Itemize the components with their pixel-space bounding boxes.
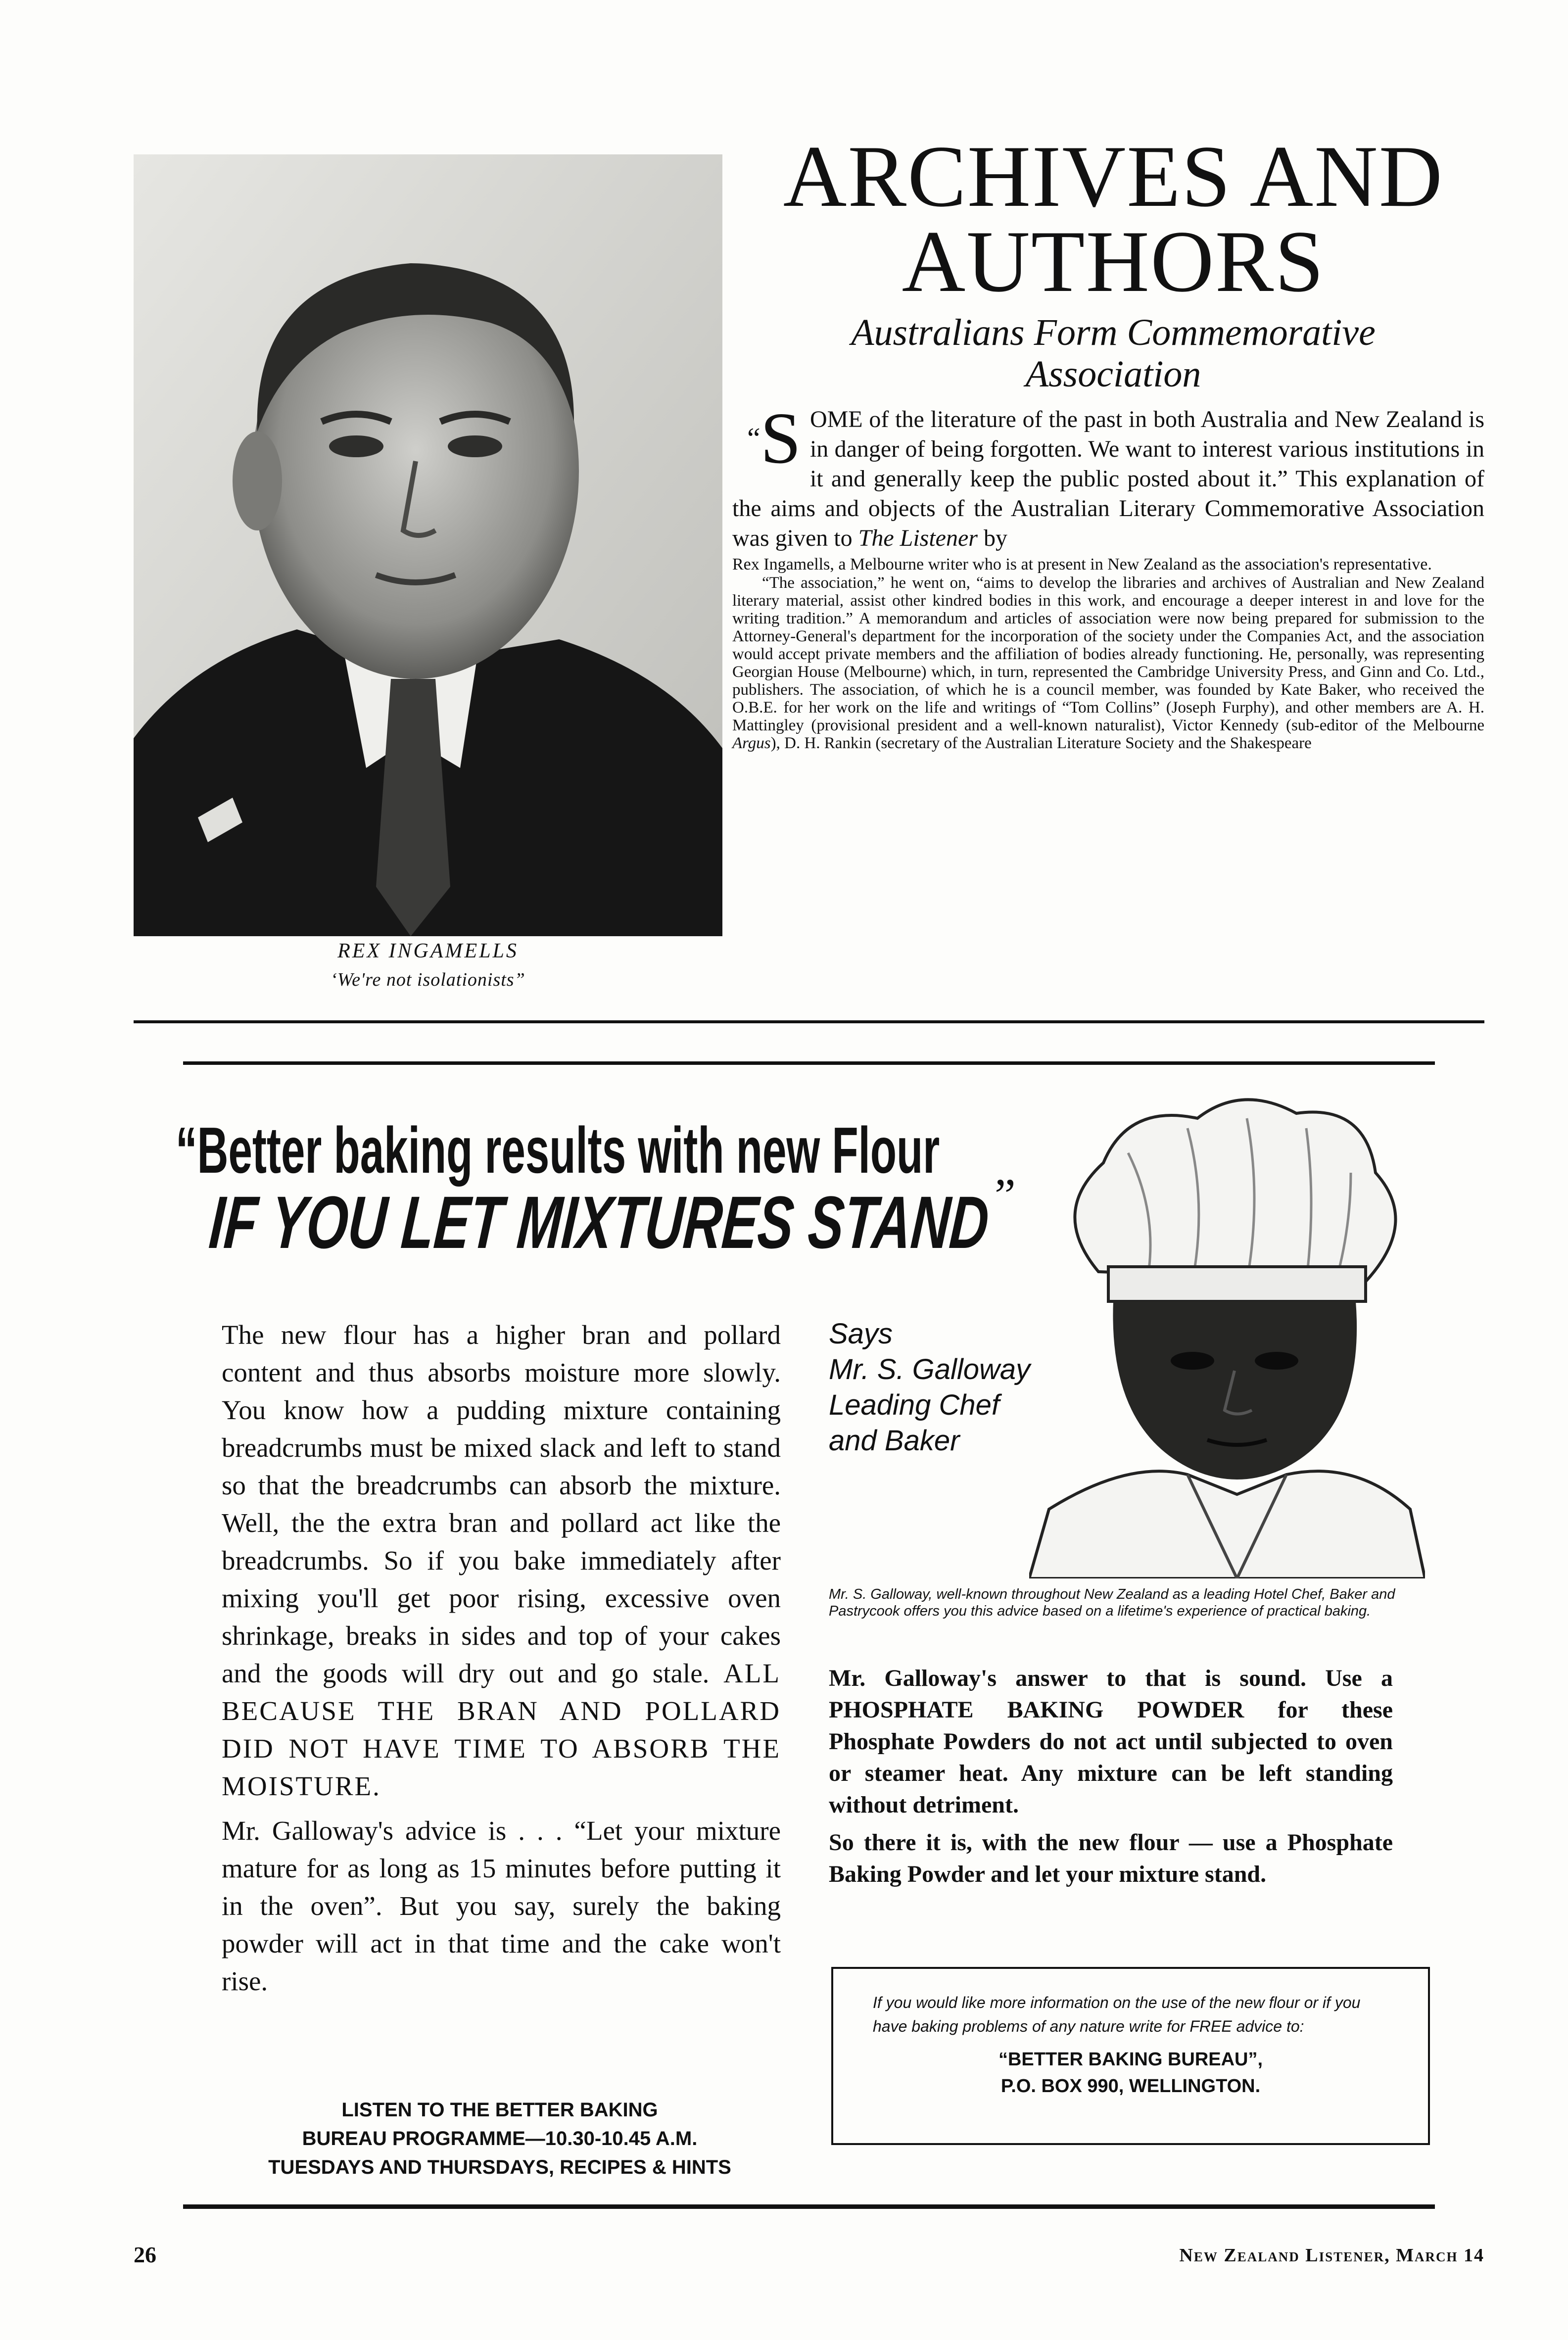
chef-credit [829, 1316, 1066, 1459]
ad-answer [829, 1663, 1393, 1890]
bureau-address: P.O. BOX 990, WELLINGTON. [1000, 2076, 1261, 2097]
listen-line-3: TUESDAYS AND THURSDAYS, RECIPES & HINTS [268, 2156, 731, 2178]
ad-paragraph-2: Mr. Galloway's advice is . . . “Let your mixture mature for as long as 15 minutes before putting it in the oven”. But you say, surely the baking powder will act in that time and the cake won't rise. [222, 1815, 781, 1996]
listen-line-2: BUREAU PROGRAMME—10.30-10.45 A.M. [302, 2128, 698, 2149]
bureau-name: “BETTER BAKING BUREAU”, [998, 2049, 1263, 2070]
article-body [732, 398, 1484, 752]
radio-programme-notice [178, 2096, 821, 2182]
answer-paragraph-1: Mr. Galloway's answer to that is sound. Use a PHOSPHATE BAKING POWDER for these Phosphate Powders do not act until subjected to oven or steamer heat. Any mixture can be left standing without detriment. [829, 1665, 1393, 1818]
intro-paragraph: Rex Ingamells, a Melbourne writer who is at present in New Zealand as the association's representative. [732, 555, 1432, 573]
contact-box-text: If you would like more information on the use of the new flour or if you have baking problems of any nature write for FREE advice to: [873, 1994, 1361, 2035]
answer-paragraph-2: So there it is, with the new flour — use a Phosphate Baking Powder and let your mixture stand. [829, 1829, 1393, 1887]
photo-caption-quote: ‘We're not isolationists” [331, 969, 525, 990]
ad-headline-line-2: IF YOU LET MIXTURES STAND [206, 1181, 992, 1264]
ad-paragraph-1 [222, 1316, 781, 1805]
body-text-1: “The association,” he went on, “aims to develop the libraries and archives of Australian and New Zealand literary material, assist other kindred bodies in this work, and encourage a deeper interest in and love for the writing tradition.” A memorandum and articles of association were now being prepared for submission to the Attorney-General's department for the incorporation of the society under the Companies Act, and the association would accept private members and the affiliation of bodies already functioning. He, personally, was representing Georgian House (Melbourne) which, in turn, represented the Cambridge University Press, and Ginn and Co. Ltd., publishers. The association, of which he is a council member, was founded by Kate Baker, who received the O.B.E. for her work on the life and writings of “Tom Collins” (Joseph Furphy), and other members are A. H. Mattingley (provisional president and a well-known naturalist), Victor Kennedy (sub-editor of the Melbourne [732, 574, 1484, 734]
says-line-3: Leading Chef [829, 1389, 1000, 1421]
open-quote: “ [747, 422, 760, 455]
says-line-1: Says [829, 1318, 893, 1350]
section-divider [134, 1020, 1484, 1023]
portrait-photo [134, 154, 722, 936]
says-line-2: Mr. S. Galloway [829, 1353, 1031, 1385]
says-line-4: and Baker [829, 1425, 960, 1457]
article-subhead [732, 312, 1494, 395]
body-paragraph [732, 574, 1484, 752]
ad-body-copy [222, 1316, 781, 2000]
headline-line-1: ARCHIVES AND [783, 127, 1444, 225]
listen-line-1: LISTEN TO THE BETTER BAKING [341, 2099, 658, 2121]
ad-paragraph-1-text: The new flour has a higher bran and pollard content and thus absorbs moisture more slowly. You know how a pudding mixture containing breadcrumbs must be mixed slack and left to stand so that the breadcrumbs can absorb the mixture. Well, the the extra bran and pollard act like the breadcrumbs. So if you bake immediately after mixing you'll get poor rising, excessive oven shrinkage, breaks in sides and top of your cakes and the goods will dry out and go stale. [222, 1320, 781, 1688]
ad-headline-line-1: “Better baking results with new Flour [176, 1114, 940, 1187]
chef-photo [1029, 1084, 1425, 1578]
ad-headline-close-quote: ” [995, 1169, 1016, 1222]
page-number: 26 [134, 2242, 156, 2267]
article-headline [732, 127, 1494, 310]
drop-cap: “S [747, 398, 801, 479]
chef-caption: Mr. S. Galloway, well-known throughout New Zealand as a leading Hotel Chef, Baker and Pastrycook offers you this advice based on a lifetime's experience of practical baking. [829, 1586, 1395, 1619]
subhead-line-2: Association [1025, 353, 1201, 395]
running-footer: New Zealand Listener, March 14 [1179, 2245, 1484, 2266]
ad-top-rule [183, 1061, 1435, 1065]
portrait-illustration [134, 154, 722, 936]
ad-emphasis-caps: ALL BECAUSE THE BRAN AND POLLARD DID NOT HAVE TIME TO ABSORB THE MOISTURE. [222, 1658, 781, 1801]
photo-caption-name: REX INGAMELLS [337, 940, 519, 962]
chef-illustration [1029, 1084, 1425, 1578]
lead-paragraph [732, 398, 1484, 553]
subhead-line-1: Australians Form Commemorative [851, 312, 1376, 353]
newspaper-name: Argus [732, 734, 771, 752]
lead-end: by [977, 525, 1007, 551]
contact-box [831, 1967, 1430, 2145]
ad-bottom-rule [183, 2204, 1435, 2209]
lead-text: OME of the literature of the past in both Australia and New Zealand is in danger of being forgotten. We want to interest various institutions in it and generally keep the public posted about it.” This explanation of the aims and objects of the Australian Literary Commemorative Association was given to [732, 406, 1484, 551]
publication-name: The Listener [858, 525, 978, 551]
body-text-2: ), D. H. Rankin (secretary of the Australian Literature Society and the Shakespeare [770, 734, 1312, 752]
headline-line-2: AUTHORS [902, 212, 1325, 310]
